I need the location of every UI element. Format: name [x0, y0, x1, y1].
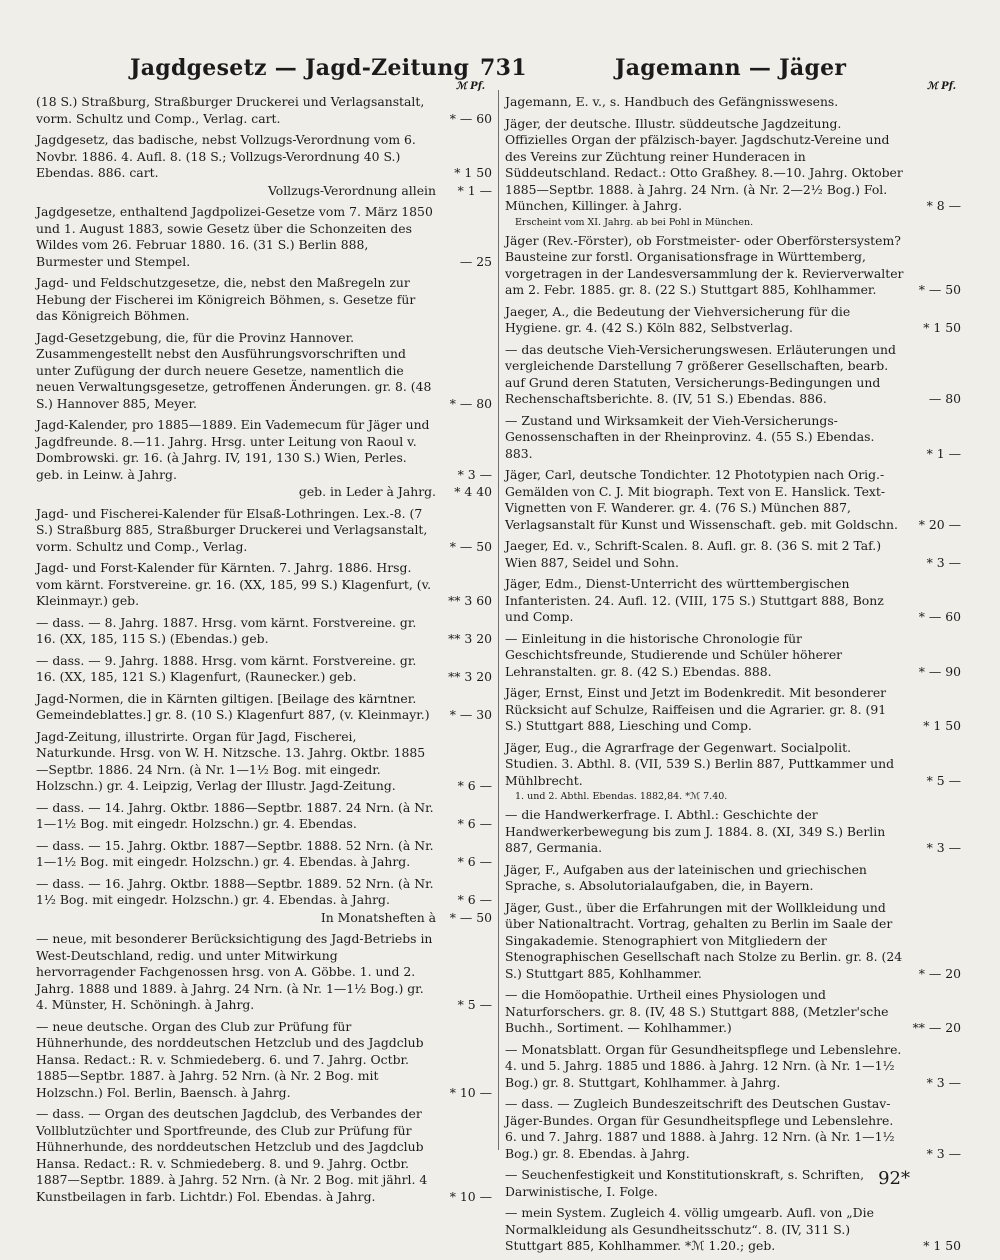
entry-price: * — 90 [918, 663, 961, 679]
catalog-entry [36, 729, 492, 795]
catalog-entry [36, 653, 492, 686]
entry-text: Jagdgesetz, das badische, nebst Vollzugs-Verordnung vom 6. Novbr. 1886. 4. Aufl. 8. (18 S.; Vollzugs-Verordnung 40 S.) Ebendas. 886. cart. [36, 132, 416, 180]
catalog-entry [36, 204, 492, 270]
entry-text: Jagd- und Fischerei-Kalender für Elsaß-Lothringen. Lex.-8. (7 S.) Straßburg 885, Straßburger Druckerei und Verlagsanstalt, vorm. Schultz und Comp., Verlag. [36, 505, 428, 554]
page-number: 731 [480, 55, 527, 81]
entry-text: Jagd-Gesetzgebung, die, für die Provinz Hannover. Zusammengestellt nebst den Ausführungsvorschriften und unter Zufügung der durch neuere Gesetze, namentlich die neuen Verwaltungsgesetze, getroffenen Änderungen. gr. 8. (48 S.) Hannover 885, Meyer. [36, 329, 432, 411]
column-divider [498, 90, 499, 1150]
entry-price: * 1 50 [923, 718, 961, 733]
catalog-entry [36, 275, 492, 325]
entry-text: Jäger, F., Aufgaben aus der lateinischen und griechischen Sprache, s. Absolutorialaufgaben, die, in Bayern. [505, 861, 867, 893]
entry-text: Jäger (Rev.-Förster), ob Forstmeister- oder Oberförstersystem? Bausteine zur forstl. Organisationsfrage in Württemberg, vorgetragen in der Landesversammlung der k. Revierverwalter am 2. Febr. 1885. gr. 8. (22 S.) Stuttgart 885, Kohlhammer. [505, 232, 904, 297]
entry-text: — neue, mit besonderer Berücksichtigung des Jagd-Betriebs in West-Deutschland, redig. und unter Mitwirkung hervorragender Fachgenossen hrsg. von A. Göbbe. 1. und 2. Jahrg. 1888 und 1889. à Jahrg. 24 Nrn. (à Nr. 1—1½ Bog.) gr. 4. Münster, H. Schöningh. à Jahrg. [36, 931, 433, 1012]
catalog-entry [505, 576, 961, 626]
entry-price: * 6 — [457, 854, 492, 869]
entry-text: Jagdgesetze, enthaltend Jagdpolizei-Gesetze vom 7. März 1850 und 1. August 1883, sowie Gesetz über die Schonzeiten des Wildes vom 26. Februar 1880. 16. (31 S.) Berlin 888, Burmester und Stempel. [36, 204, 433, 269]
entry-text: Jagd- und Forst-Kalender für Kärnten. 7. Jahrg. 1886. Hrsg. vom kärnt. Forstvereine. gr. 16. (XX, 185, 99 S.) Klagenfurt, (v. Kleinmayr.) geb. [36, 560, 432, 608]
entry-text: — dass. — 8. Jahrg. 1887. Hrsg. vom kärnt. Forstvereine. gr. 16. (XX, 185, 115 S.) (Ebendas.) geb. [36, 614, 417, 646]
entry-price: * 6 — [457, 778, 492, 793]
entry-note: Erscheint vom XI. Jahrg. ab bei Pohl in München. [515, 216, 754, 228]
entry-price: * 3 — [926, 554, 961, 570]
entry-price: * 1 50 [923, 1238, 961, 1253]
catalog-entry [505, 1096, 961, 1162]
entry-text: Vollzugs-Verordnung allein [267, 182, 436, 198]
entry-text: — dass. — 16. Jahrg. Oktbr. 1888—Septbr. 1889. 52 Nrn. (à Nr. 1½ Bog. mit eingedr. Holzschn.) gr. 4. Ebendas. à Jahrg. [36, 875, 434, 907]
catalog-entry [505, 304, 961, 337]
entry-price: * 6 — [457, 892, 492, 907]
entry-price: * 10 — [449, 1084, 492, 1100]
catalog-entry [36, 800, 492, 833]
entry-price: * 10 — [449, 1188, 492, 1204]
catalog-entry [505, 538, 961, 571]
catalog-entry [36, 615, 492, 648]
catalog-entry [505, 342, 961, 408]
entry-price: * 6 — [457, 816, 492, 831]
entry-price: ** 3 60 [448, 593, 492, 608]
entry-text: Jagd-Zeitung, illustrirte. Organ für Jagd, Fischerei, Naturkunde. Hrsg. von W. H. Nitzsche. 13. Jahrg. Oktbr. 1885—Septbr. 1886. 24 Nrn. (à Nr. 1—1½ Bog. mit eingedr. Holzschn.) gr. 4. Leipzig, Verlag der Illustr. Jagd-Zeitung. [36, 728, 426, 793]
catalog-entry [36, 1019, 492, 1102]
entry-subline [36, 484, 492, 501]
currency-header-right: ℳ Pf. [927, 81, 957, 92]
currency-header-left: ℳ Pf. [456, 81, 486, 92]
entry-price: * — 80 [449, 395, 492, 411]
entry-price: * — 50 [449, 909, 492, 925]
entry-text: — Zustand und Wirksamkeit der Vieh-Versicherungs-Genossenschaften in der Rheinprovinz. 4. (55 S.) Ebendas. 883. [505, 412, 875, 461]
entry-price: * 4 40 [454, 484, 492, 499]
entry-text: — Monatsblatt. Organ für Gesundheitspflege und Lebenslehre. 4. und 5. Jahrg. 1885 und 1886. à Jahrg. 12 Nrn. (à Nr. 1—1½ Bog.) gr. 8. Stuttgart, Kohlhammer. à Jahrg. [505, 1041, 902, 1090]
entry-subline [36, 910, 492, 927]
entry-text: — dass. — 9. Jahrg. 1888. Hrsg. vom kärnt. Forstvereine. gr. 16. (XX, 185, 121 S.) Klagenfurt, (Raunecker.) geb. [36, 652, 417, 684]
catalog-entry [505, 862, 961, 895]
entry-price: — 25 [459, 253, 492, 269]
entry-price: * — 20 [918, 965, 961, 981]
catalog-entry [36, 94, 492, 127]
entry-text: Jagd- und Feldschutzgesetze, die, nebst den Maßregeln zur Hebung der Fischerei im Königreich Böhmen, s. Gesetze für das Königreich Böhmen. [36, 275, 416, 323]
entry-text: — die Homöopathie. Urtheil eines Physiologen und Naturforschers. gr. 8. (IV, 48 S.) Stuttgart 888, (Metzler'sche Buchh., Sortiment. — Kohlhammer.) [505, 987, 889, 1035]
entry-text: Jäger, Carl, deutsche Tondichter. 12 Phototypien nach Orig.-Gemälden von C. J. Mit biograph. Text von E. Hanslick. Text-Vignetten von F. Wanderer. gr. 4. (76 S.) München 887, Verlagsanstalt für Kunst und Wissenschaft. geb. mit Goldschn. [505, 467, 898, 532]
entry-price: * — 50 [449, 538, 492, 554]
entry-text: geb. in Leder à Jahrg. [298, 484, 436, 499]
entry-price: * 3 — [926, 1145, 961, 1161]
catalog-entry [505, 987, 961, 1037]
entry-text: Jäger, Ernst, Einst und Jetzt im Bodenkredit. Mit besonderer Rücksicht auf Schulze, Raiffeisen und die Agrarier. gr. 8. (91 S.) Stuttgart 888, Liesching und Comp. [505, 685, 887, 733]
entry-text: Jäger, der deutsche. Illustr. süddeutsche Jagdzeitung. Offizielles Organ der pfälzisch-bayer. Jagdschutz-Vereine und des Vereins zur Züchtung reiner Hunderacen in Süddeutschland. Redact.: Otto Graßhey. 8.—10. Jahrg. Oktober 1885—Septbr. 1888. à Jahrg. 24 Nrn. (à Nr. 2—2½ Bog.) Fol. München, Killinger. à Jahrg. [505, 115, 903, 213]
entry-note: 1. und 2. Abthl. Ebendas. 1882,84. *ℳ 7.40. [515, 791, 728, 802]
entry-subline [36, 183, 492, 200]
entry-price: * — 30 [449, 707, 492, 722]
catalog-entry [505, 900, 961, 983]
entry-text: Jagd-Kalender, pro 1885—1889. Ein Vademecum für Jäger und Jagdfreunde. 8.—11. Jahrg. Hrsg. unter Leitung von Raoul v. Dombrowski. gr. 16. (à Jahrg. IV, 191, 130 S.) Wien, Perles. geb. in Leinw. à Jahrg. [36, 417, 430, 482]
entry-text: Jaeger, Ed. v., Schrift-Scalen. 8. Aufl. gr. 8. (36 S. mit 2 Taf.) Wien 887, Seidel und Sohn. [505, 538, 882, 570]
entry-price: * — 60 [449, 110, 492, 126]
entry-price: ** 3 20 [448, 669, 492, 684]
entry-price: * 1 — [926, 445, 961, 461]
catalog-entry [505, 1205, 961, 1255]
entry-text: — dass. — Organ des deutschen Jagdclub, des Verbandes der Vollblutzüchter und Sportfreunde, des Club zur Prüfung für Hühnerhunde, des norddeutschen Hetzclub und des Jagdclub Hansa. Redact.: R. v. Schmiedeberg. 8. und 9. Jahrg. Octbr. 1887—Septbr. 1889. à Jahrg. 52 Nrn. (à Nr. 2 Bog. mit jährl. 4 Kunstbeilagen in farb. Lichtdr.) Fol. Ebendas. à Jahrg. [36, 1106, 428, 1204]
catalog-entry [36, 417, 492, 483]
entry-price: — 80 [928, 391, 961, 406]
entry-text: — Einleitung in die historische Chronologie für Geschichtsfreunde, Studierende und Schüler höherer Lehranstalten. gr. 8. (42 S.) Ebendas. 888. [505, 630, 843, 679]
entry-text: In Monatsheften à [320, 909, 436, 925]
entry-price: * 3 — [926, 1074, 961, 1090]
entry-text: Jäger, Edm., Dienst-Unterricht des württembergischen Infanteristen. 24. Aufl. 12. (VIII, 175 S.) Stuttgart 888, Bonz und Comp. [505, 576, 884, 624]
catalog-entry [36, 1106, 492, 1205]
signature-mark: 92* [878, 1168, 910, 1189]
entry-price: * 5 — [457, 997, 492, 1012]
entry-text: — mein System. Zugleich 4. völlig umgearb. Aufl. von „Die Normalkleidung als Gesundheitsschutz“. 8. (IV, 311 S.) Stuttgart 885, Kohlhammer. *ℳ 1.20.; geb. [505, 1205, 874, 1253]
catalog-entry [505, 685, 961, 735]
entry-text: — Seuchenfestigkeit und Konstitutionskraft, s. Schriften, Darwinistische, I. Folge. [505, 1167, 865, 1199]
catalog-entry [505, 631, 961, 681]
entry-price: ** — 20 [912, 1020, 961, 1035]
entry-price: * 5 — [926, 772, 961, 788]
catalog-entry [505, 807, 961, 857]
catalog-entry [505, 233, 961, 299]
catalog-entry [36, 560, 492, 610]
entry-text: — das deutsche Vieh-Versicherungswesen. Erläuterungen und vergleichende Darstellung 7 größerer Gesellschaften, bearb. auf Grund deren Statuten, Versicherungs-Bedingungen und Rechenschaftsberichte. 8. (IV, 51 S.) Ebendas. 886. [505, 341, 896, 406]
left-column [36, 94, 492, 1210]
catalog-entry [36, 931, 492, 1014]
right-column [505, 94, 961, 1260]
running-header-right: Jagemann — Jäger [615, 55, 847, 81]
entry-price: * 3 — [926, 840, 961, 855]
catalog-entry [36, 132, 492, 182]
entry-text: — dass. — Zugleich Bundeszeitschrift des Deutschen Gustav-Jäger-Bundes. Organ für Gesundheitspflege und Lebenslehre. 6. und 7. Jahrg. 1887 und 1888. à Jahrg. 12 Nrn. (à Nr. 1—1½ Bog.) gr. 8. Ebendas. à Jahrg. [505, 1096, 895, 1161]
catalog-entry [36, 506, 492, 556]
entry-text: Jagemann, E. v., s. Handbuch des Gefängnisswesens. [505, 94, 839, 109]
catalog-entry [505, 740, 961, 790]
entry-text: (18 S.) Straßburg, Straßburger Druckerei und Verlagsanstalt, vorm. Schultz und Comp., Verlag. cart. [36, 94, 425, 126]
entry-text: Jaeger, A., die Bedeutung der Viehversicherung für die Hygiene. gr. 4. (42 S.) Köln 882, Selbstverlag. [505, 303, 851, 335]
entry-text: — dass. — 14. Jahrg. Oktbr. 1886—Septbr. 1887. 24 Nrn. (à Nr. 1—1½ Bog. mit eingedr. Holzschn.) gr. 4. Ebendas. [36, 799, 434, 831]
entry-price: * 20 — [918, 516, 961, 532]
running-header-left: Jagdgesetz — Jagd-Zeitung [130, 55, 470, 81]
catalog-entry [505, 413, 961, 463]
entry-price: * — 50 [918, 282, 961, 297]
entry-price: * 1 50 [454, 165, 492, 180]
entry-text: Jäger, Gust., über die Erfahrungen mit der Wollkleidung und über Nationaltracht. Vortrag, gehalten zu Berlin im Saale der Singakademie. Stenographiert von Mitgliedern der Stenographischen Gesellschaft nach Stolze zu Berlin. gr. 8. (24 S.) Stuttgart 885, Kohlhammer. [505, 899, 903, 981]
entry-price: * 8 — [926, 198, 961, 213]
entry-price: * — 60 [918, 609, 961, 624]
catalog-entry [505, 1042, 961, 1092]
entry-text: Jagd-Normen, die in Kärnten giltigen. [Beilage des kärntner. Gemeindeblattes.] gr. 8. (10 S.) Klagenfurt 887, (v. Kleinmayr.) [36, 690, 430, 722]
entry-text: — die Handwerkerfrage. I. Abthl.: Geschichte der Handwerkerbewegung bis zum J. 1884. 8. (XI, 349 S.) Berlin 887, Germania. [505, 807, 886, 855]
entry-price: * 1 50 [923, 320, 961, 335]
catalog-entry [36, 876, 492, 909]
entry-text: Jäger, Eug., die Agrarfrage der Gegenwart. Socialpolit. Studien. 3. Abthl. 8. (VII, 539 S.) Berlin 887, Puttkammer und Mühlbrecht. [505, 739, 895, 788]
entry-price: * 1 — [457, 182, 492, 198]
catalog-entry [505, 116, 961, 215]
entry-text: — dass. — 15. Jahrg. Oktbr. 1887—Septbr. 1888. 52 Nrn. (à Nr. 1—1½ Bog. mit eingedr. Holzschn.) gr. 4. Ebendas. à Jahrg. [36, 837, 434, 869]
entry-price: ** 3 20 [448, 631, 492, 646]
catalog-entry [36, 691, 492, 724]
catalog-entry [36, 838, 492, 871]
entry-text: — neue deutsche. Organ des Club zur Prüfung für Hühnerhunde, des norddeutschen Hetzclub und des Jagdclub Hansa. Redact.: R. v. Schmiedeberg. 6. und 7. Jahrg. Octbr. 1885—Septbr. 1887. à Jahrg. 52 Nrn. (à Nr. 2 Bog. mit Holzschn.) Fol. Berlin, Baensch. à Jahrg. [36, 1018, 424, 1100]
catalog-entry [36, 330, 492, 413]
catalog-entry [505, 94, 961, 111]
entry-price: * 3 — [457, 466, 492, 482]
catalog-entry [505, 467, 961, 533]
